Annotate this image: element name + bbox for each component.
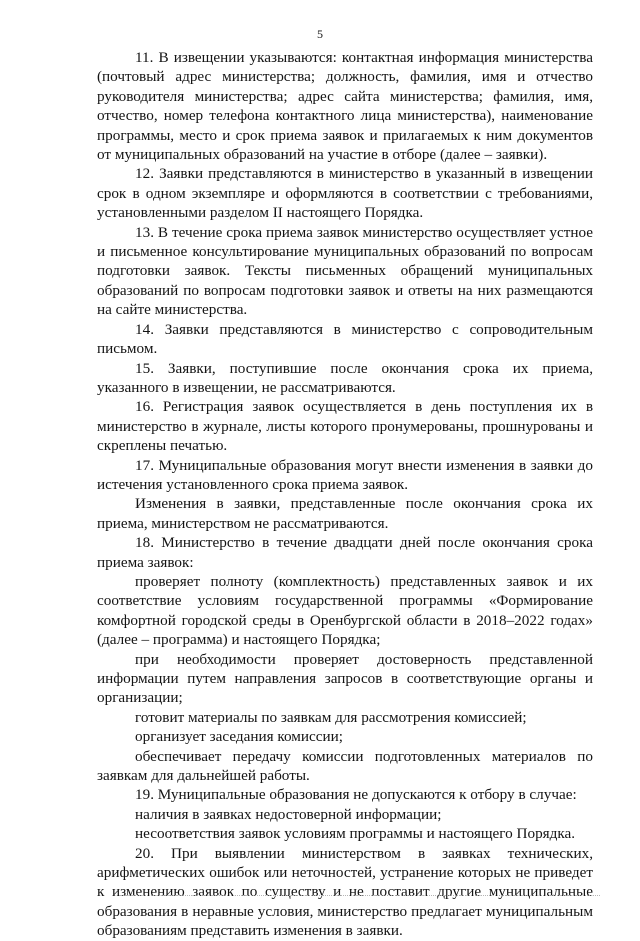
paragraph-12: 12. Заявки представляются в министерство в указанный в извещении срок в одном экземпляре и оформляются в соответствии с требованиями, установленными разделом II настоящего Порядка. xyxy=(97,165,593,222)
paragraph-19: 19. Муниципальные образования не допускаются к отбору в случае: xyxy=(135,786,577,804)
paragraph-18-item-5: обеспечивает передачу комиссии подготовленных материалов по заявкам для дальнейшей работы. xyxy=(97,747,593,785)
paragraph-14: 14. Заявки представляются в министерство с сопроводительным письмом. xyxy=(97,320,593,358)
paragraph-19-item-2: несоответствия заявок условиям программы и настоящего Порядка. xyxy=(135,825,576,843)
paragraph-18-item-3: готовит материалы по заявкам для рассмотрения комиссией; xyxy=(135,708,527,726)
paragraph-13: 13. В течение срока приема заявок министерство осуществляет устное и письменное консультирование муниципальных образований по вопросам подготовки заявок. Тексты письменных обращений муниципальных образований по вопросам подготовки заявок и ответы на них размещаются на сайте министерства. xyxy=(97,223,593,319)
paragraph-18-item-4: организует заседания комиссии; xyxy=(135,728,343,746)
paragraph-11: 11. В извещении указываются: контактная информация министерства (почтовый адрес министерства; должность, фамилия, имя и отчество руководителя министерства; адрес сайта министерства; фамилия, имя, отчество, номер телефона контактного лица министерства), наименование программы, место и срок приема заявок и прилагаемых к ним документов от муниципальных образований на участие в отборе (далее – заявки). xyxy=(97,49,593,164)
document-body xyxy=(97,48,593,941)
paragraph-17-note: Изменения в заявки, представленные после окончания срока их приема, министерством не рассматриваются. xyxy=(97,495,593,532)
scan-artifact-divider xyxy=(120,895,600,899)
paragraph-18: 18. Министерство в течение двадцати дней после окончания срока приема заявок: xyxy=(97,534,593,571)
paragraph-19-item-1: наличия в заявках недостоверной информации; xyxy=(135,805,442,823)
paragraph-16: 16. Регистрация заявок осуществляется в день поступления их в министерство в журнале, листы которого пронумерованы, прошнурованы и скреплены печатью. xyxy=(97,398,593,455)
page-number: 5 xyxy=(317,27,323,41)
paragraph-20: 20. При выявлении министерством в заявках технических, арифметических ошибок или неточностей, устранение которых не приведет к изменению заявок по существу и не поставит другие муниципальные образования в неравные условия, министерство предлагает муниципальным образованиям представить изменения в заявки. xyxy=(97,844,593,940)
paragraph-18-item-1: проверяет полноту (комплектность) представленных заявок и их соответствие условиям государственной программы «Формирование комфортной городской среды в Оренбургской области в 2018–2022 годах» (далее – программа) и настоящего Порядка; xyxy=(97,572,593,649)
paragraph-17: 17. Муниципальные образования могут внести изменения в заявки до истечения установленного срока приема заявок. xyxy=(97,456,593,493)
paragraph-15: 15. Заявки, поступившие после окончания срока их приема, указанного в извещении, не рассматриваются. xyxy=(97,359,593,396)
paragraph-18-item-2: при необходимости проверяет достоверность представленной информации путем направления запросов в соответствующие органы и организации; xyxy=(97,650,593,707)
